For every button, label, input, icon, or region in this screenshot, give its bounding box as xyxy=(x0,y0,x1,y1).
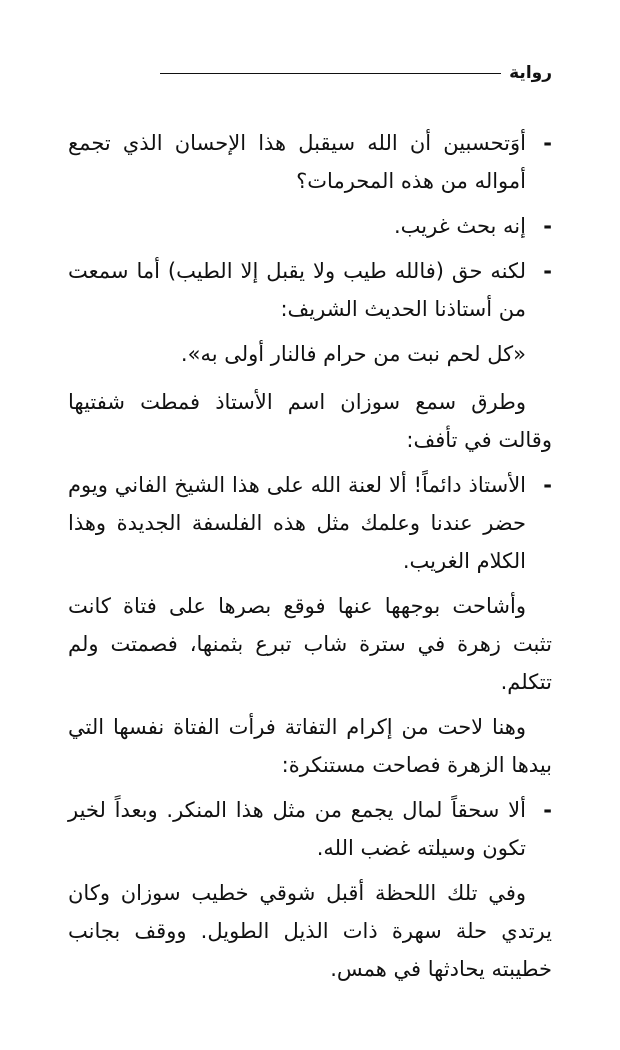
dialogue-text: ألا سحقاً لمال يجمع من مثل هذا المنكر. وبعداً لخير تكون وسيلته غضب الله. xyxy=(68,798,526,860)
dialogue-line xyxy=(68,252,552,328)
dialogue-line xyxy=(68,791,552,867)
hadith-quote: «كل لحم نبت من حرام فالنار أولى به». xyxy=(180,342,526,366)
dialogue-dash: - xyxy=(543,131,552,155)
dialogue-text: لكنه حق (فالله طيب ولا يقبل إلا الطيب) أما سمعت من أستاذنا الحديث الشريف: xyxy=(68,259,526,321)
dialogue-line xyxy=(68,124,552,200)
dialogue-line xyxy=(68,207,552,245)
narrative-paragraph: وهنا لاحت من إكرام التفاتة فرأت الفتاة نفسها التي بيدها الزهرة فصاحت مستنكرة: xyxy=(68,715,552,777)
dialogue-dash: - xyxy=(543,259,552,283)
dialogue-line xyxy=(68,466,552,580)
narrative-paragraph: وفي تلك اللحظة أقبل شوقي خطيب سوزان وكان يرتدي حلة سهرة ذات الذيل الطويل. ووقف بجانب خطيبته يحادثها في همس. xyxy=(68,881,552,981)
narrative-paragraph: وطرق سمع سوزان اسم الأستاذ فمطت شفتيها وقالت في تأفف: xyxy=(68,390,552,452)
running-header xyxy=(160,58,552,88)
dialogue-text: الأستاذ دائماً! ألا لعنة الله على هذا الشيخ الفاني ويوم حضر عندنا وعلمك مثل هذه الفلسفة الجديدة وهذا الكلام الغريب. xyxy=(68,473,526,573)
dialogue-dash: - xyxy=(543,473,552,497)
page-body xyxy=(68,124,552,995)
dialogue-dash: - xyxy=(543,798,552,822)
dialogue-text: أوَتحسبين أن الله سيقبل هذا الإحسان الذي تجمع أمواله من هذه المحرمات؟ xyxy=(68,131,526,193)
narrative-paragraph: وأشاحت بوجهها عنها فوقع بصرها على فتاة كانت تثبت زهرة في سترة شاب تبرع بثمنها، فصمتت ولم تتكلم. xyxy=(68,594,552,694)
dialogue-dash: - xyxy=(543,214,552,238)
header-rule xyxy=(160,73,501,74)
header-title: رواية xyxy=(509,63,552,83)
dialogue-text: إنه بحث غريب. xyxy=(393,214,526,238)
